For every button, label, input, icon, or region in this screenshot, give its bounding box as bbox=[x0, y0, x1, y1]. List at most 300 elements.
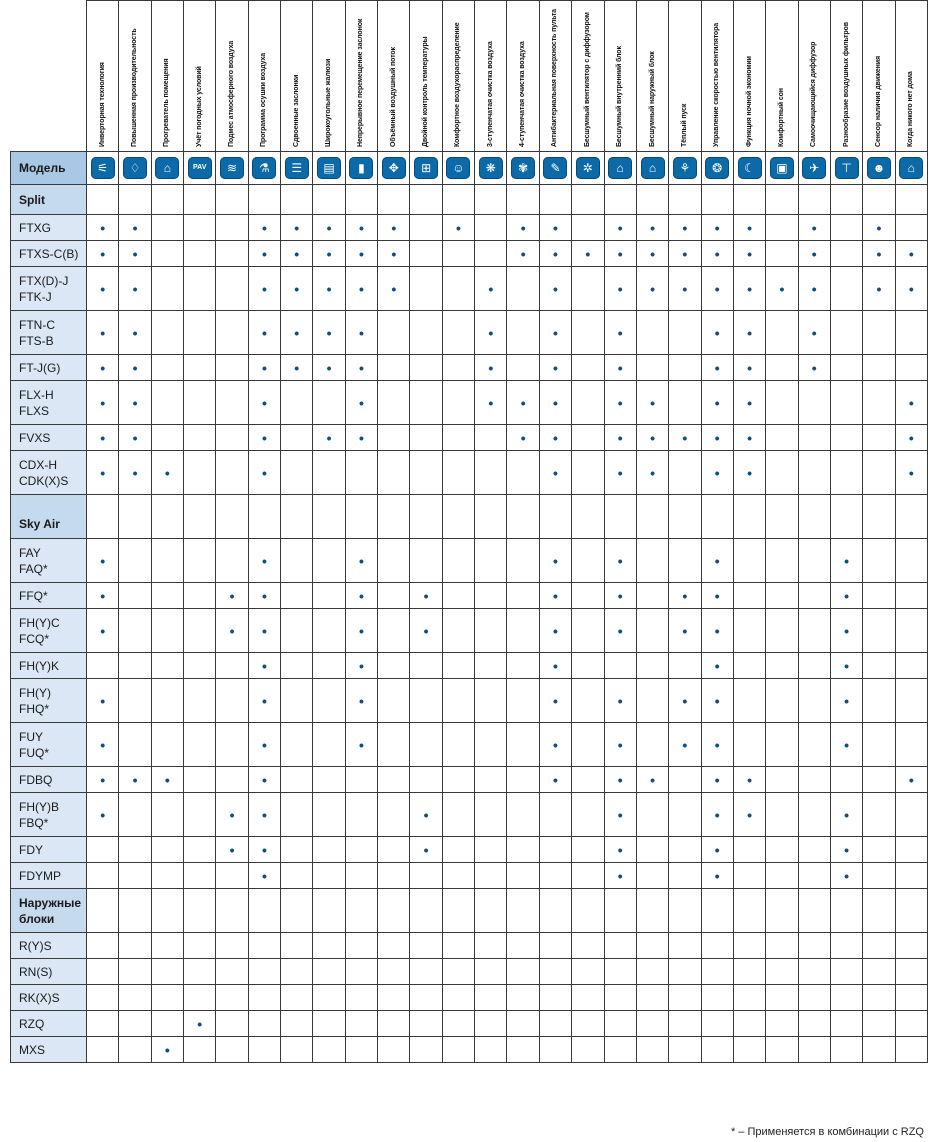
feature-cell bbox=[442, 583, 474, 609]
feature-cell bbox=[313, 863, 345, 889]
feature-cell bbox=[87, 1011, 119, 1037]
feature-icon-cell bbox=[151, 152, 183, 185]
feature-cell bbox=[798, 933, 830, 959]
label-line: FH(Y)C bbox=[19, 615, 60, 630]
feature-cell bbox=[507, 241, 539, 267]
feature-cell bbox=[475, 539, 507, 583]
feature-cell bbox=[669, 583, 701, 609]
feature-cell bbox=[216, 451, 248, 495]
model-label bbox=[11, 451, 87, 495]
double-flaps-icon: ☰ bbox=[285, 157, 309, 179]
feature-cell bbox=[507, 863, 539, 889]
feature-cell bbox=[766, 267, 798, 311]
feature-dot: • bbox=[423, 587, 429, 604]
feature-cell bbox=[442, 539, 474, 583]
label-line: FTK-J bbox=[19, 289, 52, 304]
feature-cell bbox=[410, 609, 442, 653]
feature-cell bbox=[733, 723, 765, 767]
model-label bbox=[11, 767, 87, 793]
feature-cell bbox=[572, 311, 604, 355]
feature-dot: • bbox=[294, 359, 300, 376]
feature-icon-cell bbox=[345, 152, 377, 185]
feature-dot: • bbox=[326, 245, 332, 262]
feature-dot: • bbox=[326, 219, 332, 236]
feature-dot: • bbox=[100, 219, 106, 236]
feature-cell bbox=[604, 215, 636, 241]
feature-dot: • bbox=[164, 771, 170, 788]
feature-cell bbox=[701, 381, 733, 425]
feature-cell bbox=[636, 1011, 668, 1037]
feature-cell bbox=[895, 241, 927, 267]
feature-dot: • bbox=[908, 771, 914, 788]
feature-cell bbox=[216, 959, 248, 985]
feature-cell bbox=[798, 425, 830, 451]
feature-cell bbox=[281, 539, 313, 583]
feature-dot: • bbox=[747, 771, 752, 788]
feature-cell bbox=[604, 355, 636, 381]
feature-dot: • bbox=[358, 245, 364, 262]
feature-cell bbox=[830, 267, 862, 311]
feature-cell bbox=[798, 185, 830, 215]
feature-dot: • bbox=[100, 622, 106, 639]
feature-cell bbox=[184, 1037, 216, 1063]
feature-cell bbox=[281, 311, 313, 355]
feature-dot: • bbox=[876, 219, 882, 236]
feature-label: Функция ночной экономии bbox=[745, 56, 753, 147]
feature-cell bbox=[863, 889, 895, 933]
feature-cell bbox=[669, 425, 701, 451]
feature-cell bbox=[669, 215, 701, 241]
feature-cell bbox=[636, 933, 668, 959]
feature-cell bbox=[442, 185, 474, 215]
feature-cell bbox=[442, 933, 474, 959]
feature-dot: • bbox=[908, 464, 914, 481]
feature-dot: • bbox=[553, 359, 558, 376]
feature-label: Когда никого нет дома bbox=[907, 71, 915, 147]
feature-cell bbox=[248, 653, 280, 679]
label-line: R(Y)S bbox=[19, 938, 52, 953]
feature-cell bbox=[507, 985, 539, 1011]
feature-cell bbox=[87, 653, 119, 679]
feature-cell bbox=[151, 311, 183, 355]
feature-dot: • bbox=[747, 245, 752, 262]
away-home-icon: ⌂ bbox=[899, 157, 923, 179]
feature-cell bbox=[119, 1037, 151, 1063]
feature-label: Разнообразие воздушных фильтров bbox=[842, 22, 850, 147]
feature-cell bbox=[475, 933, 507, 959]
feature-cell bbox=[410, 863, 442, 889]
icon-row bbox=[11, 152, 928, 185]
feature-cell bbox=[281, 653, 313, 679]
feature-cell bbox=[895, 495, 927, 539]
feature-cell bbox=[345, 583, 377, 609]
feature-dot: • bbox=[261, 587, 267, 604]
feature-cell bbox=[378, 889, 410, 933]
feature-dot: • bbox=[100, 245, 106, 262]
feature-cell bbox=[733, 495, 765, 539]
feature-cell bbox=[87, 933, 119, 959]
feature-label: Прогреватель помещения bbox=[163, 58, 171, 147]
feature-cell bbox=[830, 933, 862, 959]
feature-cell bbox=[184, 1011, 216, 1037]
label-line: CDK(X)S bbox=[19, 473, 69, 488]
feature-cell bbox=[87, 679, 119, 723]
feature-cell bbox=[798, 267, 830, 311]
feature-cell bbox=[572, 215, 604, 241]
feature-cell bbox=[151, 837, 183, 863]
feature-cell bbox=[442, 267, 474, 311]
feature-cell bbox=[442, 425, 474, 451]
feature-cell bbox=[184, 215, 216, 241]
feature-cell bbox=[184, 539, 216, 583]
feature-cell bbox=[410, 679, 442, 723]
feature-cell bbox=[378, 933, 410, 959]
feature-cell bbox=[184, 679, 216, 723]
feature-cell bbox=[442, 653, 474, 679]
feature-cell bbox=[410, 381, 442, 425]
feature-icon-cell bbox=[572, 152, 604, 185]
feature-dot: • bbox=[811, 245, 817, 262]
section-row bbox=[11, 185, 928, 215]
feature-dot: • bbox=[844, 841, 850, 858]
feature-cell bbox=[410, 889, 442, 933]
feature-cell bbox=[830, 495, 862, 539]
feature-cell bbox=[345, 451, 377, 495]
feature-dot: • bbox=[358, 552, 364, 569]
feature-cell bbox=[216, 1011, 248, 1037]
feature-cell bbox=[119, 539, 151, 583]
feature-cell bbox=[151, 959, 183, 985]
feature-dot: • bbox=[261, 806, 267, 823]
feature-header-1 bbox=[119, 1, 151, 152]
feature-cell bbox=[701, 267, 733, 311]
feature-icon-cell bbox=[798, 152, 830, 185]
feature-label: Непрерывное перемещение заслонок bbox=[357, 18, 365, 147]
feature-cell bbox=[119, 679, 151, 723]
feature-dot: • bbox=[520, 245, 526, 262]
feature-cell bbox=[636, 767, 668, 793]
feature-cell bbox=[733, 985, 765, 1011]
feature-cell bbox=[604, 539, 636, 583]
feature-cell bbox=[539, 723, 571, 767]
feature-cell bbox=[184, 425, 216, 451]
feature-cell bbox=[378, 793, 410, 837]
feature-cell bbox=[475, 1037, 507, 1063]
feature-cell bbox=[248, 539, 280, 583]
feature-dot: • bbox=[488, 280, 494, 297]
feature-cell bbox=[539, 959, 571, 985]
feature-cell bbox=[442, 1011, 474, 1037]
night-mode-icon: ☾ bbox=[738, 157, 762, 179]
feature-dot: • bbox=[553, 692, 558, 709]
feature-cell bbox=[830, 381, 862, 425]
feature-cell bbox=[87, 241, 119, 267]
feature-cell bbox=[184, 267, 216, 311]
feature-cell bbox=[863, 495, 895, 539]
feature-cell bbox=[442, 241, 474, 267]
feature-cell bbox=[410, 215, 442, 241]
feature-cell bbox=[378, 1011, 410, 1037]
model-label bbox=[11, 215, 87, 241]
feature-cell bbox=[766, 933, 798, 959]
feature-cell bbox=[507, 495, 539, 539]
feature-cell bbox=[895, 185, 927, 215]
feature-cell bbox=[701, 1011, 733, 1037]
feature-dot: • bbox=[553, 587, 558, 604]
feature-dot: • bbox=[682, 587, 688, 604]
feature-cell bbox=[604, 837, 636, 863]
feature-cell bbox=[248, 425, 280, 451]
feature-header-18 bbox=[669, 1, 701, 152]
feature-dot: • bbox=[682, 429, 688, 446]
feature-cell bbox=[410, 451, 442, 495]
feature-dot: • bbox=[261, 552, 267, 569]
feature-cell bbox=[895, 889, 927, 933]
feature-cell bbox=[216, 425, 248, 451]
feature-header-8 bbox=[345, 1, 377, 152]
feature-cell bbox=[151, 1011, 183, 1037]
feature-cell bbox=[572, 653, 604, 679]
feature-dot: • bbox=[747, 324, 752, 341]
feature-cell bbox=[87, 985, 119, 1011]
feature-cell bbox=[410, 495, 442, 539]
feature-dot: • bbox=[294, 219, 300, 236]
feature-dot: • bbox=[844, 736, 850, 753]
feature-cell bbox=[798, 451, 830, 495]
feature-cell bbox=[184, 837, 216, 863]
feature-header-21 bbox=[766, 1, 798, 152]
feature-cell bbox=[410, 767, 442, 793]
feature-dot: • bbox=[617, 587, 623, 604]
feature-dot: • bbox=[261, 736, 267, 753]
feature-cell bbox=[798, 539, 830, 583]
feature-dot: • bbox=[553, 280, 558, 297]
feature-cell bbox=[184, 985, 216, 1011]
feature-dot: • bbox=[326, 324, 332, 341]
feature-cell bbox=[410, 653, 442, 679]
feature-cell bbox=[345, 539, 377, 583]
feature-icon-cell bbox=[636, 152, 668, 185]
feature-cell bbox=[539, 267, 571, 311]
feature-cell bbox=[798, 311, 830, 355]
comfort-flow-icon: ☺ bbox=[446, 157, 470, 179]
feature-dot: • bbox=[650, 245, 655, 262]
feature-cell bbox=[669, 959, 701, 985]
feature-cell bbox=[442, 837, 474, 863]
fresh-air-icon: ≋ bbox=[220, 157, 244, 179]
feature-dot: • bbox=[358, 429, 364, 446]
feature-cell bbox=[863, 793, 895, 837]
feature-cell bbox=[313, 495, 345, 539]
dry-program-icon: ⚗ bbox=[252, 157, 276, 179]
feature-header-16 bbox=[604, 1, 636, 152]
feature-dot: • bbox=[908, 280, 914, 297]
feature-cell bbox=[863, 959, 895, 985]
feature-icon-cell bbox=[410, 152, 442, 185]
feature-cell bbox=[248, 267, 280, 311]
feature-cell bbox=[313, 609, 345, 653]
feature-label: Бесшумный внутренний блок bbox=[616, 46, 624, 147]
feature-cell bbox=[733, 267, 765, 311]
feature-dot: • bbox=[326, 359, 332, 376]
model-row bbox=[11, 311, 928, 355]
feature-cell bbox=[119, 863, 151, 889]
feature-icon-cell bbox=[669, 152, 701, 185]
feature-icon-cell bbox=[830, 152, 862, 185]
feature-cell bbox=[507, 1037, 539, 1063]
feature-cell bbox=[119, 1011, 151, 1037]
feature-dot: • bbox=[617, 771, 623, 788]
feature-cell bbox=[345, 267, 377, 311]
feature-dot: • bbox=[650, 464, 655, 481]
feature-cell bbox=[378, 837, 410, 863]
room-heat-icon: ⌂ bbox=[155, 157, 179, 179]
feature-cell bbox=[895, 451, 927, 495]
feature-cell bbox=[701, 985, 733, 1011]
model-row bbox=[11, 539, 928, 583]
feature-cell bbox=[313, 959, 345, 985]
feature-cell bbox=[87, 267, 119, 311]
feature-cell bbox=[733, 933, 765, 959]
feature-dot: • bbox=[229, 806, 235, 823]
feature-dot: • bbox=[261, 692, 267, 709]
feature-cell bbox=[733, 837, 765, 863]
feature-dot: • bbox=[617, 280, 623, 297]
feature-dot: • bbox=[100, 464, 106, 481]
feature-cell bbox=[669, 679, 701, 723]
feature-cell bbox=[863, 539, 895, 583]
feature-icon-cell bbox=[313, 152, 345, 185]
feature-dot: • bbox=[391, 280, 397, 297]
feature-cell bbox=[830, 653, 862, 679]
feature-cell bbox=[119, 959, 151, 985]
feature-cell bbox=[895, 959, 927, 985]
feature-cell bbox=[378, 241, 410, 267]
feature-cell bbox=[410, 837, 442, 863]
feature-cell bbox=[830, 793, 862, 837]
feature-label: Широкоугольные жалюзи bbox=[325, 58, 333, 147]
feature-cell bbox=[216, 837, 248, 863]
feature-dot: • bbox=[682, 280, 688, 297]
feature-cell bbox=[636, 889, 668, 933]
feature-cell bbox=[281, 985, 313, 1011]
feature-cell bbox=[248, 837, 280, 863]
feature-cell bbox=[830, 609, 862, 653]
feature-dot: • bbox=[617, 464, 623, 481]
feature-cell bbox=[313, 653, 345, 679]
feature-cell bbox=[766, 215, 798, 241]
feature-cell bbox=[863, 451, 895, 495]
feature-cell bbox=[313, 679, 345, 723]
feature-cell bbox=[863, 583, 895, 609]
feature-dot: • bbox=[358, 622, 364, 639]
feature-cell bbox=[378, 381, 410, 425]
feature-cell bbox=[119, 495, 151, 539]
feature-cell bbox=[766, 959, 798, 985]
feature-cell bbox=[216, 311, 248, 355]
feature-dot: • bbox=[132, 429, 138, 446]
section-label bbox=[11, 889, 87, 933]
wide-louver-icon: ▤ bbox=[317, 157, 341, 179]
feature-cell bbox=[604, 767, 636, 793]
feature-dot: • bbox=[844, 622, 850, 639]
feature-cell bbox=[378, 863, 410, 889]
feature-cell bbox=[604, 1037, 636, 1063]
feature-cell bbox=[863, 215, 895, 241]
model-label bbox=[11, 679, 87, 723]
feature-cell bbox=[313, 311, 345, 355]
feature-cell bbox=[863, 609, 895, 653]
feature-cell bbox=[475, 355, 507, 381]
feature-cell bbox=[442, 609, 474, 653]
feature-cell bbox=[475, 381, 507, 425]
feature-dot: • bbox=[294, 324, 300, 341]
feature-dot: • bbox=[326, 429, 332, 446]
feature-cell bbox=[830, 985, 862, 1011]
feature-cell bbox=[248, 959, 280, 985]
feature-cell bbox=[378, 653, 410, 679]
label-line: Наружные bbox=[19, 895, 82, 910]
feature-cell bbox=[539, 185, 571, 215]
feature-cell bbox=[604, 425, 636, 451]
feature-cell bbox=[345, 355, 377, 381]
3-step-filter-icon: ❋ bbox=[479, 157, 503, 179]
model-row bbox=[11, 679, 928, 723]
feature-cell bbox=[766, 425, 798, 451]
feature-label: Учёт погодных условий bbox=[195, 66, 203, 147]
feature-icon-cell bbox=[604, 152, 636, 185]
feature-cell bbox=[572, 933, 604, 959]
feature-cell bbox=[895, 583, 927, 609]
feature-dot: • bbox=[100, 324, 106, 341]
feature-cell bbox=[572, 793, 604, 837]
feature-dot: • bbox=[553, 657, 558, 674]
feature-cell bbox=[895, 267, 927, 311]
feature-cell bbox=[572, 495, 604, 539]
feature-cell bbox=[798, 241, 830, 267]
feature-header-22 bbox=[798, 1, 830, 152]
feature-cell bbox=[830, 185, 862, 215]
label-line: Sky Air bbox=[19, 517, 60, 531]
section-row bbox=[11, 495, 928, 539]
feature-cell bbox=[766, 185, 798, 215]
feature-cell bbox=[313, 215, 345, 241]
feature-cell bbox=[604, 185, 636, 215]
feature-dot: • bbox=[714, 245, 720, 262]
feature-cell bbox=[572, 959, 604, 985]
feature-icon-cell bbox=[895, 152, 927, 185]
feature-cell bbox=[507, 425, 539, 451]
feature-cell bbox=[830, 241, 862, 267]
feature-cell bbox=[701, 451, 733, 495]
feature-cell bbox=[281, 723, 313, 767]
feature-cell bbox=[572, 767, 604, 793]
feature-cell bbox=[119, 723, 151, 767]
feature-cell bbox=[442, 495, 474, 539]
feature-cell bbox=[151, 889, 183, 933]
feature-cell bbox=[119, 267, 151, 311]
feature-cell bbox=[281, 495, 313, 539]
feature-cell bbox=[442, 793, 474, 837]
feature-cell bbox=[539, 355, 571, 381]
silent-fan-icon: ✲ bbox=[576, 157, 600, 179]
feature-cell bbox=[87, 609, 119, 653]
feature-cell bbox=[895, 215, 927, 241]
feature-dot: • bbox=[100, 429, 106, 446]
feature-cell bbox=[475, 985, 507, 1011]
feature-icon-cell bbox=[119, 152, 151, 185]
feature-cell bbox=[604, 985, 636, 1011]
